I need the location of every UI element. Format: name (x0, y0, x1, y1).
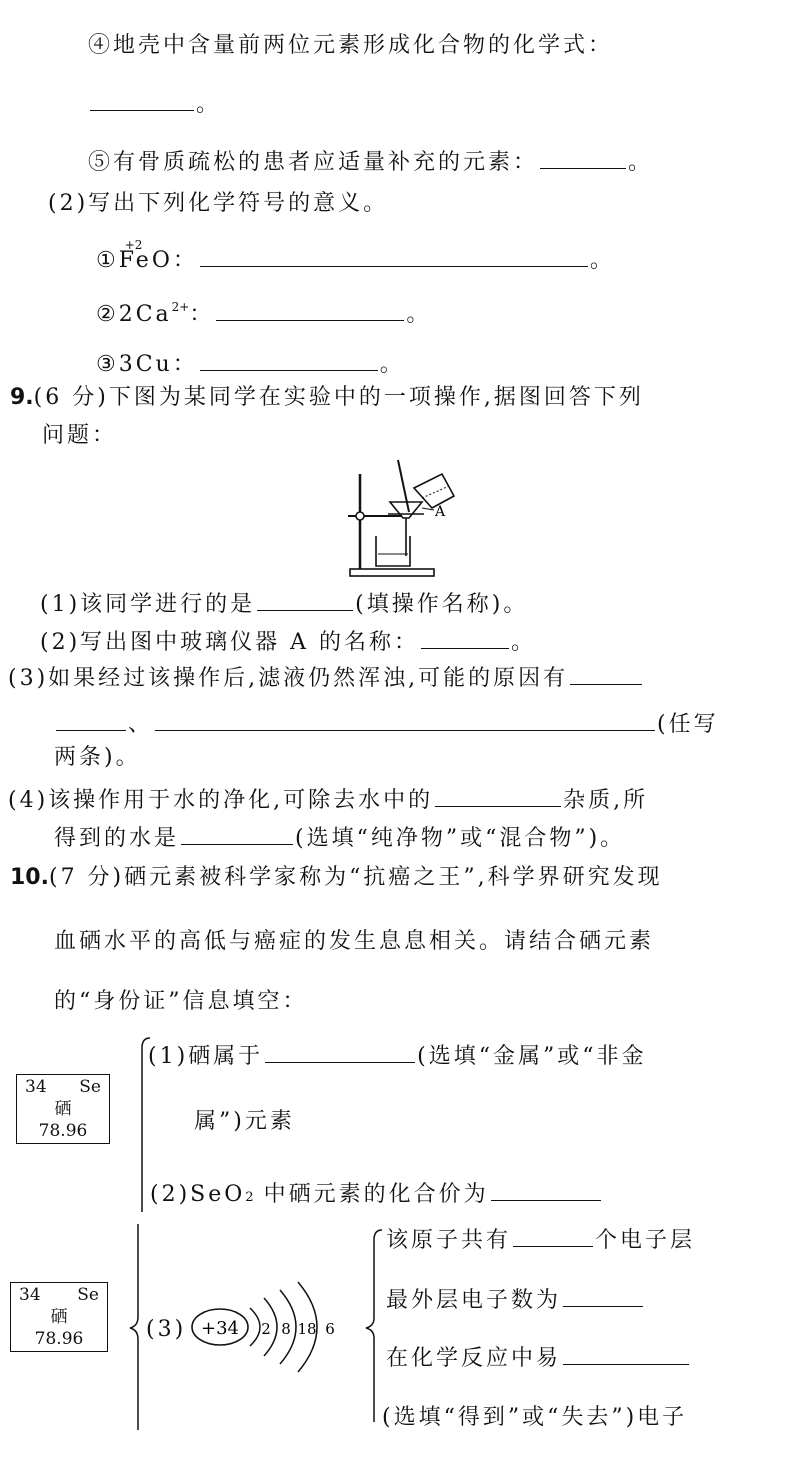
element-symbol: Se (77, 1285, 99, 1305)
element-card (16, 1074, 110, 1144)
q10-part-1-text: (1)硒属于 (148, 1044, 264, 1069)
filtration-apparatus-figure (340, 458, 470, 582)
answer-blank[interactable] (513, 1224, 593, 1247)
q8-item5-text: ⑤有骨质疏松的患者应适量补充的元素： (88, 150, 539, 175)
formula-3cu: ③3Cu： (96, 352, 198, 377)
q8-item5 (88, 146, 653, 177)
q9-part-3-end: 两条)。 (54, 745, 141, 770)
element-name: 硒 (54, 1099, 72, 1119)
atomic-number: 34 (25, 1077, 47, 1097)
answer-blank[interactable] (90, 88, 194, 111)
q9-part-4 (8, 784, 648, 815)
q9-part-1 (40, 588, 528, 619)
q9-part-2 (40, 626, 536, 657)
q10-stem-1 (10, 864, 663, 892)
answer-blank[interactable] (257, 588, 353, 611)
period: 。 (406, 302, 432, 327)
q8-item4-text: ④地壳中含量前两位元素形成化合物的化学式： (88, 33, 614, 58)
q9-stem-2: 问题： (42, 423, 118, 448)
period: 。 (511, 630, 537, 655)
q9-number: 9. (10, 385, 34, 410)
colon: ： (189, 302, 215, 327)
q9-part-1-hint: (填操作名称)。 (355, 592, 529, 617)
period: 。 (589, 248, 615, 273)
answer-blank[interactable] (56, 708, 126, 731)
colon: ： (172, 248, 198, 273)
shell-electrons: 2 (261, 1320, 271, 1338)
q9-part-3 (8, 662, 644, 693)
answer-blank[interactable] (181, 822, 293, 845)
q10-right-4: (选填“得到”或“失去”)电子 (382, 1405, 688, 1430)
figure-label-a: A (435, 504, 446, 520)
q9-part-4-text: (4)该操作用于水的净化,可除去水中的 (8, 788, 434, 813)
q9-stem-text: (6 分)下图为某同学在实验中的一项操作,据图回答下列 (33, 385, 644, 410)
q8-symbol-1 (96, 238, 615, 275)
element-card (10, 1282, 108, 1352)
q10-part-1-cont: 属”)元素 (194, 1109, 295, 1134)
formula-feo: FeO (118, 248, 173, 273)
q10-right-3 (386, 1342, 691, 1373)
liquid-surface (422, 486, 449, 498)
q10-stem-3: 的“身份证”信息填空： (54, 989, 308, 1014)
answer-blank[interactable] (563, 1342, 689, 1365)
q10-right-3-text: 在化学反应中易 (386, 1346, 562, 1371)
q9-part-4-cont (54, 822, 625, 853)
period: 。 (628, 150, 654, 175)
q10-part-1-hint: (选填“金属”或“非金 (417, 1044, 647, 1069)
answer-blank[interactable] (540, 146, 626, 169)
left-brace-3 (362, 1226, 386, 1426)
answer-blank[interactable] (216, 298, 404, 321)
ion-charge: 2+ (171, 300, 190, 314)
q9-part-2-text: (2)写出图中玻璃仪器 A 的名称： (40, 630, 420, 655)
beaker (376, 536, 410, 566)
answer-blank[interactable] (200, 348, 378, 371)
pouring-beaker (414, 474, 454, 508)
q9-part-4-text-b: 杂质,所 (563, 788, 649, 813)
q8-symbol-3 (96, 348, 405, 379)
stand-base (350, 569, 434, 576)
q9-part-3-cont (54, 708, 719, 739)
q8-part2: (2)写出下列化学符号的意义。 (48, 191, 389, 216)
period: 。 (379, 352, 405, 377)
element-name: 硒 (50, 1307, 68, 1327)
q10-right-2-text: 最外层电子数为 (386, 1288, 562, 1313)
separator: 、 (128, 712, 154, 737)
period: 。 (196, 92, 222, 117)
shell-electrons: 18 (297, 1320, 317, 1338)
element-symbol: Se (79, 1077, 101, 1097)
q10-stem-text: (7 分)硒元素被科学家称为“抗癌之王”,科学界研究发现 (48, 865, 663, 890)
q10-right-1-text-b: 个电子层 (595, 1228, 696, 1253)
formula-seo2: (2)SeO (150, 1182, 246, 1207)
answer-blank[interactable] (491, 1178, 601, 1201)
q9-stem-1 (10, 384, 644, 412)
q8-item4-answer (88, 88, 221, 119)
valence-mark: +2 (124, 238, 143, 252)
q10-part-3-label: (3) (146, 1317, 187, 1342)
q8-symbol-2 (96, 298, 431, 331)
q10-stem-2: 血硒水平的高低与癌症的发生息息相关。请结合硒元素 (54, 929, 655, 954)
shell-arc (250, 1308, 260, 1346)
q10-part-2-text: 中硒元素的化合价为 (253, 1182, 489, 1207)
nucleus-charge: +34 (201, 1318, 239, 1339)
shell-electrons: 6 (325, 1320, 335, 1338)
clamp-knob (356, 512, 364, 520)
answer-blank[interactable] (155, 708, 655, 731)
atomic-structure-diagram (190, 1276, 350, 1376)
answer-blank[interactable] (570, 662, 642, 685)
answer-blank[interactable] (421, 626, 509, 649)
q10-right-1-text: 该原子共有 (386, 1228, 512, 1253)
q10-number: 10. (10, 865, 49, 890)
answer-blank[interactable] (200, 244, 588, 267)
circled-1: ① (96, 248, 119, 273)
atomic-mass: 78.96 (34, 1329, 84, 1349)
q9-part-1-text: (1)该同学进行的是 (40, 592, 256, 617)
q9-part-3-hint: (任写 (657, 712, 719, 737)
q9-part-4-text-c: 得到的水是 (54, 826, 180, 851)
answer-blank[interactable] (265, 1040, 415, 1063)
answer-blank[interactable] (563, 1284, 643, 1307)
formula-2ca: ②2Ca (96, 302, 172, 327)
q10-right-1 (386, 1224, 695, 1255)
q10-part-1 (148, 1040, 647, 1071)
atomic-number: 34 (19, 1285, 41, 1305)
q10-right-2 (386, 1284, 645, 1315)
q8-item4 (88, 32, 613, 60)
q9-part-4-hint: (选填“纯净物”或“混合物”)。 (295, 826, 626, 851)
subscript-2: 2 (245, 1190, 254, 1205)
shell-electrons: 8 (281, 1320, 291, 1338)
q10-part-2 (150, 1178, 603, 1212)
answer-blank[interactable] (435, 784, 561, 807)
q9-part-3-text: (3)如果经过该操作后,滤液仍然浑浊,可能的原因有 (8, 666, 569, 691)
atomic-mass: 78.96 (38, 1121, 88, 1141)
glass-rod (398, 460, 409, 512)
